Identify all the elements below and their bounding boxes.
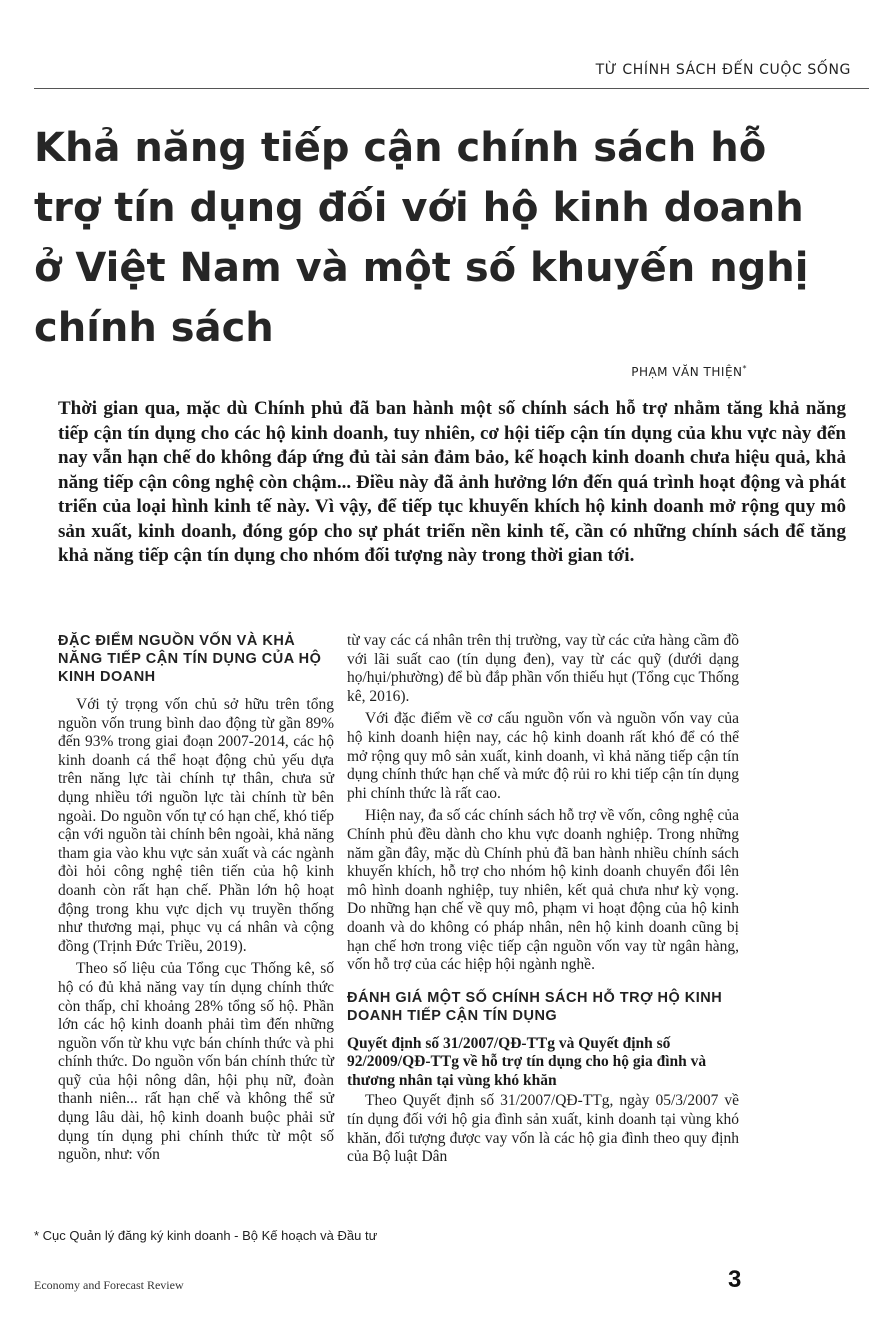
body-paragraph: Với tỷ trọng vốn chủ sở hữu trên tổng nguồn vốn trung bình dao động từ gần 89% đến 93% trong giai đoạn 2007-2014, các hộ kinh doanh cá thể hoạt động chủ yếu dựa trên năng lực tài chính tự thân, chưa sử dụng nhiều tới nguồn lực tài chính từ bên ngoài. Do nguồn vốn tự có hạn chế, khó tiếp cận với nguồn tài chính bên ngoài, khả năng tham gia vào khu vực sản xuất và các ngành đòi hỏi công nghệ tiên tiến của hộ kinh doanh còn rất hạn chế. Phần lớn hộ hoạt động trong khu vực dịch vụ truyền thống như thương mại, phục vụ cá nhân và cộng đồng (Trịnh Đức Triều, 2019).	[58, 696, 334, 955]
page-number: 3	[728, 1266, 742, 1293]
right-column	[347, 632, 739, 1171]
body-paragraph: Hiện nay, đa số các chính sách hỗ trợ về vốn, công nghệ của Chính phủ đều dành cho khu vực doanh nghiệp. Trong những năm gần đây, mặc dù Chính phủ đã ban hành nhiều chính sách khuyến khích, hỗ trợ cho nhóm hộ kinh doanh chuyển đổi lên mô hình doanh nghiệp, tuy nhiên, kết quả chưa như kỳ vọng. Do những hạn chế về quy mô, phạm vi hoạt động của hộ kinh doanh và do không có pháp nhân, nên hộ kinh doanh cũng bị hạn chế hơn trong việc tiếp cận nguồn vốn vay từ ngân hàng, vốn hỗ trợ của các hiệp hội ngành nghề.	[347, 807, 739, 974]
subsection-heading: Quyết định số 31/2007/QĐ-TTg và Quyết định số 92/2009/QĐ-TTg về hỗ trợ tín dụng cho hộ gia đình và thương nhân tại vùng khó khăn	[347, 1034, 707, 1089]
section-heading-2: ĐÁNH GIÁ MỘT SỐ CHÍNH SÁCH HỖ TRỢ HỘ KINH DOANH TIẾP CẬN TÍN DỤNG	[347, 989, 723, 1024]
author-line	[631, 364, 747, 379]
author-footnote-mark: *	[742, 364, 747, 373]
section-header: TỪ CHÍNH SÁCH ĐẾN CUỘC SỐNG	[595, 62, 851, 78]
header-divider	[34, 88, 869, 89]
journal-name: Economy and Forecast Review	[34, 1278, 184, 1292]
body-paragraph: Theo số liệu của Tổng cục Thống kê, số hộ có đủ khả năng vay tín dụng chính thức còn thấp, chỉ khoảng 28% tổng số hộ. Phần lớn các hộ kinh doanh phải tìm đến những nguồn vốn từ khu vực bán chính thức và phi chính thức. Do nguồn vốn bán chính thức từ quỹ của hội nông dân, hội phụ nữ, đoàn thanh niên... rất hạn chế và không thể sử dụng lâu dài, hộ kinh doanh buộc phải sử dụng tín dụng phi chính thức từ một số nguồn, như: vốn	[58, 960, 334, 1164]
body-paragraph: từ vay các cá nhân trên thị trường, vay từ các cửa hàng cầm đồ với lãi suất cao (tín dụng đen), vay từ các quỹ (dưới dạng họ/hụi/phường) để bù đắp phần vốn thiếu hụt (Tổng cục Thống kê, 2016).	[347, 632, 739, 705]
section-heading-1: ĐẶC ĐIỂM NGUỒN VỐN VÀ KHẢ NĂNG TIẾP CẬN TÍN DỤNG CỦA HỘ KINH DOANH	[58, 633, 322, 685]
left-column	[58, 632, 334, 1169]
body-paragraph: Với đặc điểm về cơ cấu nguồn vốn và nguồn vốn vay của hộ kinh doanh hiện nay, các hộ kinh doanh rất khó để có thể mở rộng quy mô sản xuất, kinh doanh, vì khả năng tiếp cận tín dụng chính thức hạn chế và mức độ rủi ro khi tiếp cận tín dụng phi chính thức là rất cao.	[347, 710, 739, 802]
article-title: Khả năng tiếp cận chính sách hỗ trợ tín dụng đối với hộ kinh doanh ở Việt Nam và một số khuyến nghị chính sách	[34, 125, 809, 351]
footnote: * Cục Quản lý đăng ký kinh doanh - Bộ Kế hoạch và Đầu tư	[34, 1228, 378, 1243]
author-name: PHẠM VĂN THIỆN	[631, 365, 743, 379]
body-paragraph: Theo Quyết định số 31/2007/QĐ-TTg, ngày 05/3/2007 về tín dụng đối với hộ gia đình sản xuất, kinh doanh tại vùng khó khăn, đối tượng được vay vốn là các hộ gia đình theo quy định của Bộ luật Dân	[347, 1092, 739, 1166]
abstract: Thời gian qua, mặc dù Chính phủ đã ban hành một số chính sách hỗ trợ nhằm tăng khả năng tiếp cận tín dụng cho các hộ kinh doanh, tuy nhiên, cơ hội tiếp cận tín dụng của khu vực này đến nay vẫn hạn chế do không đáp ứng đủ tài sản đảm bảo, kế hoạch kinh doanh chưa hiệu quả, khả năng tiếp cận công nghệ còn chậm... Điều này đã ảnh hưởng lớn đến quá trình hoạt động và phát triển của loại hình kinh tế này. Vì vậy, để tiếp tục khuyến khích hộ kinh doanh mở rộng quy mô sản xuất, kinh doanh, đóng góp cho sự phát triển nền kinh tế, cần có những chính sách để tăng khả năng tiếp cận tín dụng cho nhóm đối tượng này trong thời gian tới.	[58, 398, 846, 566]
